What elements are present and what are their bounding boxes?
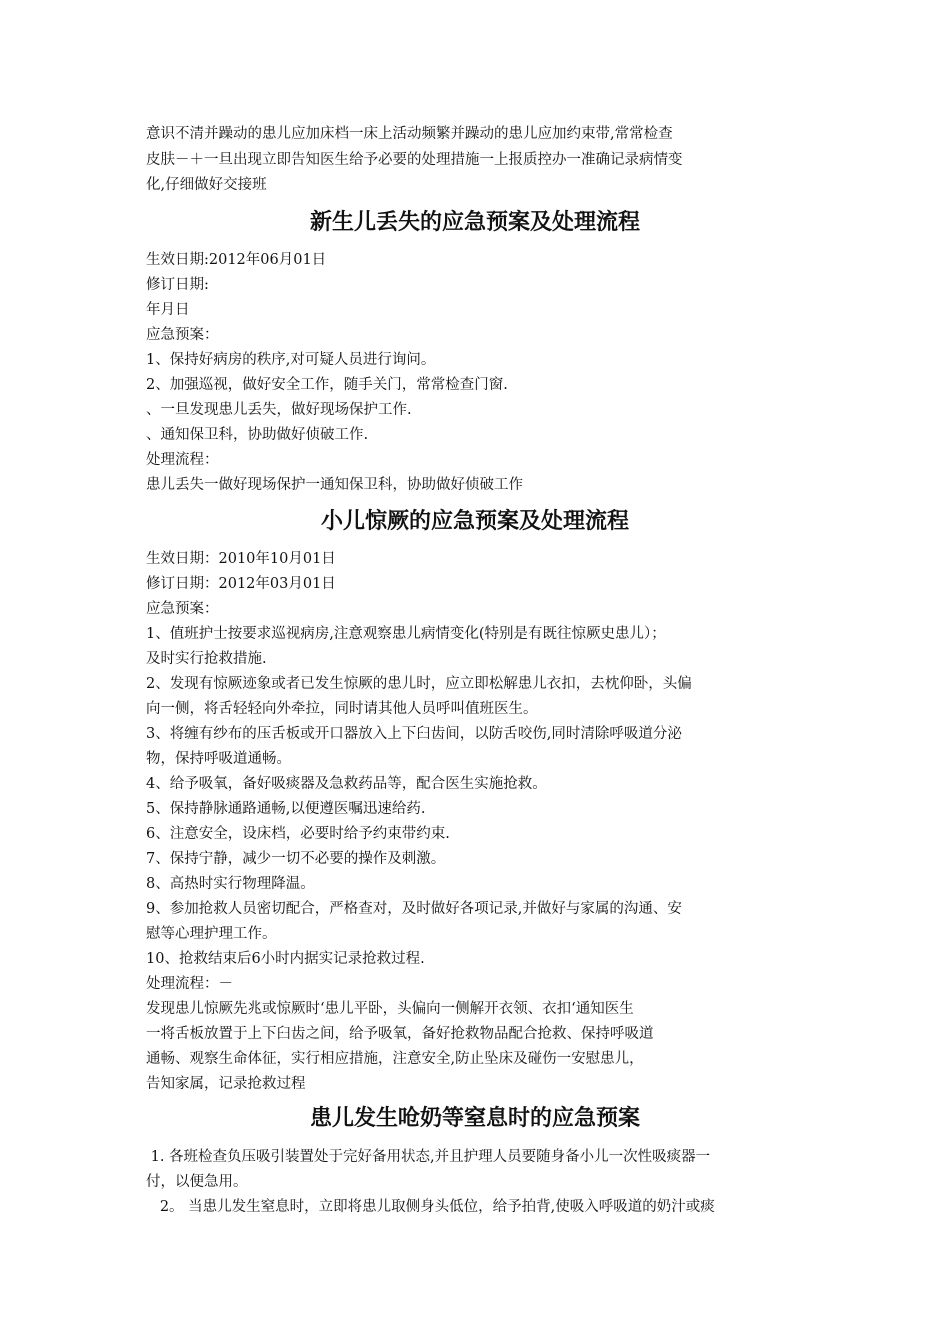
body-line: 10、抢救结束后6小时内据实记录抢救过程.	[146, 951, 425, 967]
section-title: 新生儿丢失的应急预案及处理流程	[309, 210, 640, 235]
body-line: 2、加强巡视，做好安全工作，随手关门，常常检查门窗.	[146, 377, 508, 393]
body-line: 发现患儿惊厥先兆或惊厥时‘患儿平卧，头偏向一侧解开衣领、衣扣‘通知医生	[146, 1001, 634, 1017]
body-line: 处理流程：－	[146, 976, 233, 992]
body-line: 修订日期：2012年03月01日	[146, 576, 336, 592]
body-line: 9、参加抢救人员密切配合，严格查对，及时做好各项记录,并做好与家属的沟通、安	[146, 901, 682, 917]
body-line: 、一旦发现患儿丢失，做好现场保护工作.	[146, 402, 412, 418]
body-line: 2、发现有惊厥迹象或者已发生惊厥的患儿时，应立即松解患儿衣扣，去枕仰卧，头偏	[146, 676, 692, 692]
body-line: 5、保持静脉通路通畅,以便遵医嘱迅速给药.	[146, 801, 426, 817]
intro-line: 意识不清并躁动的患儿应加床档一床上活动频繁并躁动的患儿应加约束带,常常检查	[146, 126, 673, 142]
intro-line: 化,仔细做好交接班	[146, 177, 267, 193]
body-line: 告知家属，记录抢救过程	[146, 1076, 306, 1092]
body-line: 3、将缠有纱布的压舌板或开口器放入上下臼齿间，以防舌咬伤,同时清除呼吸道分泌	[146, 726, 682, 742]
body-line: 应急预案：	[146, 601, 219, 617]
body-line: 及时实行抢救措施.	[146, 651, 267, 667]
body-line: 一将舌板放置于上下臼齿之间，给予吸氧，备好抢救物品配合抢救、保持呼吸道	[146, 1026, 654, 1042]
body-line: 通畅、观察生命体征，实行相应措施，注意安全,防止坠床及碰伤一安慰患儿，	[146, 1051, 644, 1067]
body-line: 付，以便急用。	[146, 1174, 248, 1190]
body-line: 6、注意安全，设床档，必要时给予约束带约束.	[146, 826, 450, 842]
body-line: 4、给予吸氧，备好吸痰器及急救药品等，配合医生实施抢救。	[146, 776, 547, 792]
body-line: 处理流程：	[146, 452, 219, 468]
body-line: 向一侧，将舌轻轻向外牵拉，同时请其他人员呼叫值班医生。	[146, 701, 538, 717]
body-line: 年月日	[146, 302, 190, 318]
body-line: 1、保持好病房的秩序,对可疑人员进行询问。	[146, 352, 436, 368]
body-line: 慰等心理护理工作。	[146, 926, 277, 942]
body-line: 修订日期:	[146, 277, 209, 293]
body-line: 、通知保卫科，协助做好侦破工作.	[146, 427, 369, 443]
body-line: 2。 当患儿发生窒息时，立即将患儿取侧身头低位，给予拍背,使吸入呼吸道的奶汁或痰	[146, 1199, 715, 1215]
body-line: 1. 各班检查负压吸引装置处于完好备用状态,并且护理人员要随身备小儿一次性吸痰器一	[146, 1149, 711, 1165]
body-line: 患儿丢失一做好现场保护一通知保卫科，协助做好侦破工作	[146, 477, 523, 493]
body-line: 生效日期:2012年06月01日	[146, 252, 327, 268]
section-title: 小儿惊厥的应急预案及处理流程	[320, 509, 629, 534]
body-line: 物，保持呼吸道通畅。	[146, 751, 291, 767]
body-line: 8、高热时实行物理降温。	[146, 876, 315, 892]
body-line: 应急预案：	[146, 327, 219, 343]
body-line: 生效日期：2010年10月01日	[146, 551, 336, 567]
body-line: 7、保持宁静，减少一切不必要的操作及刺激。	[146, 851, 446, 867]
section-title: 患儿发生呛奶等窒息时的应急预案	[309, 1106, 640, 1131]
body-line: 1、值班护士按要求巡视病房,注意观察患儿病情变化(特别是有既往惊厥史患儿）；	[146, 626, 666, 642]
intro-line: 皮肤－＋一旦出现立即告知医生给予必要的处理措施一上报质控办一准确记录病情变	[146, 152, 683, 168]
